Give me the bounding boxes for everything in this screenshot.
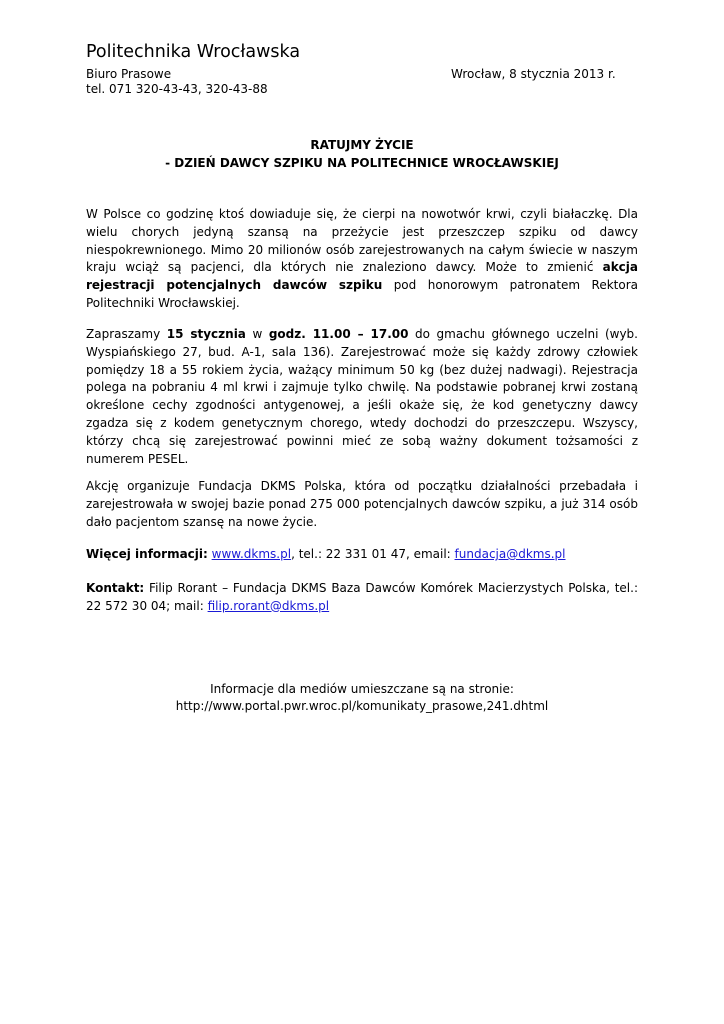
- place-date: Wrocław, 8 stycznia 2013 r.: [451, 67, 616, 81]
- intro-text-end: pod honorowym patronatem Rektora Politechniki Wrocławskiej.: [86, 278, 639, 310]
- event-hours: godz. 11.00 – 17.00: [268, 327, 409, 341]
- organizer-text: Akcję organizuje Fundacja DKMS Polska, która od początku działalności przebadała i zarejestrowała w swojej bazie ponad 275 000 potencjalnych dawców szpiku, a już 314 osób dało pacjentom szansę na nowe życie.: [86, 479, 638, 529]
- contact-info: [86, 580, 638, 616]
- office-name: Biuro Prasowe: [86, 67, 172, 81]
- invitation-text: w: [245, 327, 269, 341]
- more-info-phone: , tel.: 22 331 01 47, email:: [291, 547, 455, 561]
- intro-bold: akcja rejestracji potencjalnych dawców szpiku: [86, 260, 638, 293]
- invitation-text: do gmachu głównego uczelni (wyb. Wyspiańskiego 27, bud. A-1, sala 136). Zarejestrować może się każdy zdrowy człowiek pomiędzy 18 a 55 rokiem życia, ważący minimum 50 kg (bez dużej nadwagi). Rejestracja polega na pobraniu 4 ml krwi i zajmuje tylko chwilę. Na podstawie pobranej krwi zostaną określone cechy zgodności antygenowej, a jeśli okaże się, że kod genetyczny dawcy zgadza się z kodem genetycznym chorego, wtedy dochodzi do przeszczepu. Wszyscy, którzy chcą się zarejestrować powinni mieć ze sobą ważny dokument tożsamości z numerem PESEL.: [86, 327, 638, 466]
- office-phone: tel. 071 320-43-43, 320-43-88: [86, 82, 268, 96]
- intro-text: W Polsce co godzinę ktoś dowiaduje się, że cierpi na nowotwór krwi, czyli białaczkę. Dla wielu chorych jedyną szansą na przeżycie jest przeszczep szpiku od dawcy niespokrewnionego. Mimo 20 milionów osób zarejestrowanych na całym świecie w naszym kraju wciąż są pacjenci, dla których nie znaleziono dawcy. Może to zmienić: [86, 207, 638, 275]
- invitation-text: Zapraszamy: [86, 327, 167, 341]
- website-link[interactable]: www.dkms.pl: [211, 547, 292, 561]
- contact-label: Kontakt:: [86, 581, 145, 595]
- paragraph-invitation: [86, 326, 638, 468]
- paragraph-intro: [86, 206, 638, 313]
- contact-text: Filip Rorant – Fundacja DKMS Baza Dawców Komórek Macierzystych Polska, tel.: 22 572 30 04; mail:: [86, 581, 638, 613]
- more-info-label: Więcej informacji:: [86, 547, 208, 561]
- event-date: 15 stycznia: [166, 327, 246, 341]
- contact-email-link[interactable]: filip.rorant@dkms.pl: [207, 598, 330, 613]
- title-line-1: RATUJMY ŻYCIE: [310, 138, 414, 152]
- email-link[interactable]: fundacja@dkms.pl: [454, 547, 566, 561]
- footer-line-1: Informacje dla mediów umieszczane są na stronie:: [210, 682, 514, 696]
- footer-url: http://www.portal.pwr.wroc.pl/komunikaty_prasowe,241.dhtml: [175, 699, 549, 713]
- title-line-2: - DZIEŃ DAWCY SZPIKU NA POLITECHNICE WROCŁAWSKIEJ: [165, 156, 559, 170]
- more-info: [86, 546, 638, 564]
- paragraph-organizer: [86, 478, 638, 531]
- org-name: Politechnika Wrocławska: [86, 42, 301, 62]
